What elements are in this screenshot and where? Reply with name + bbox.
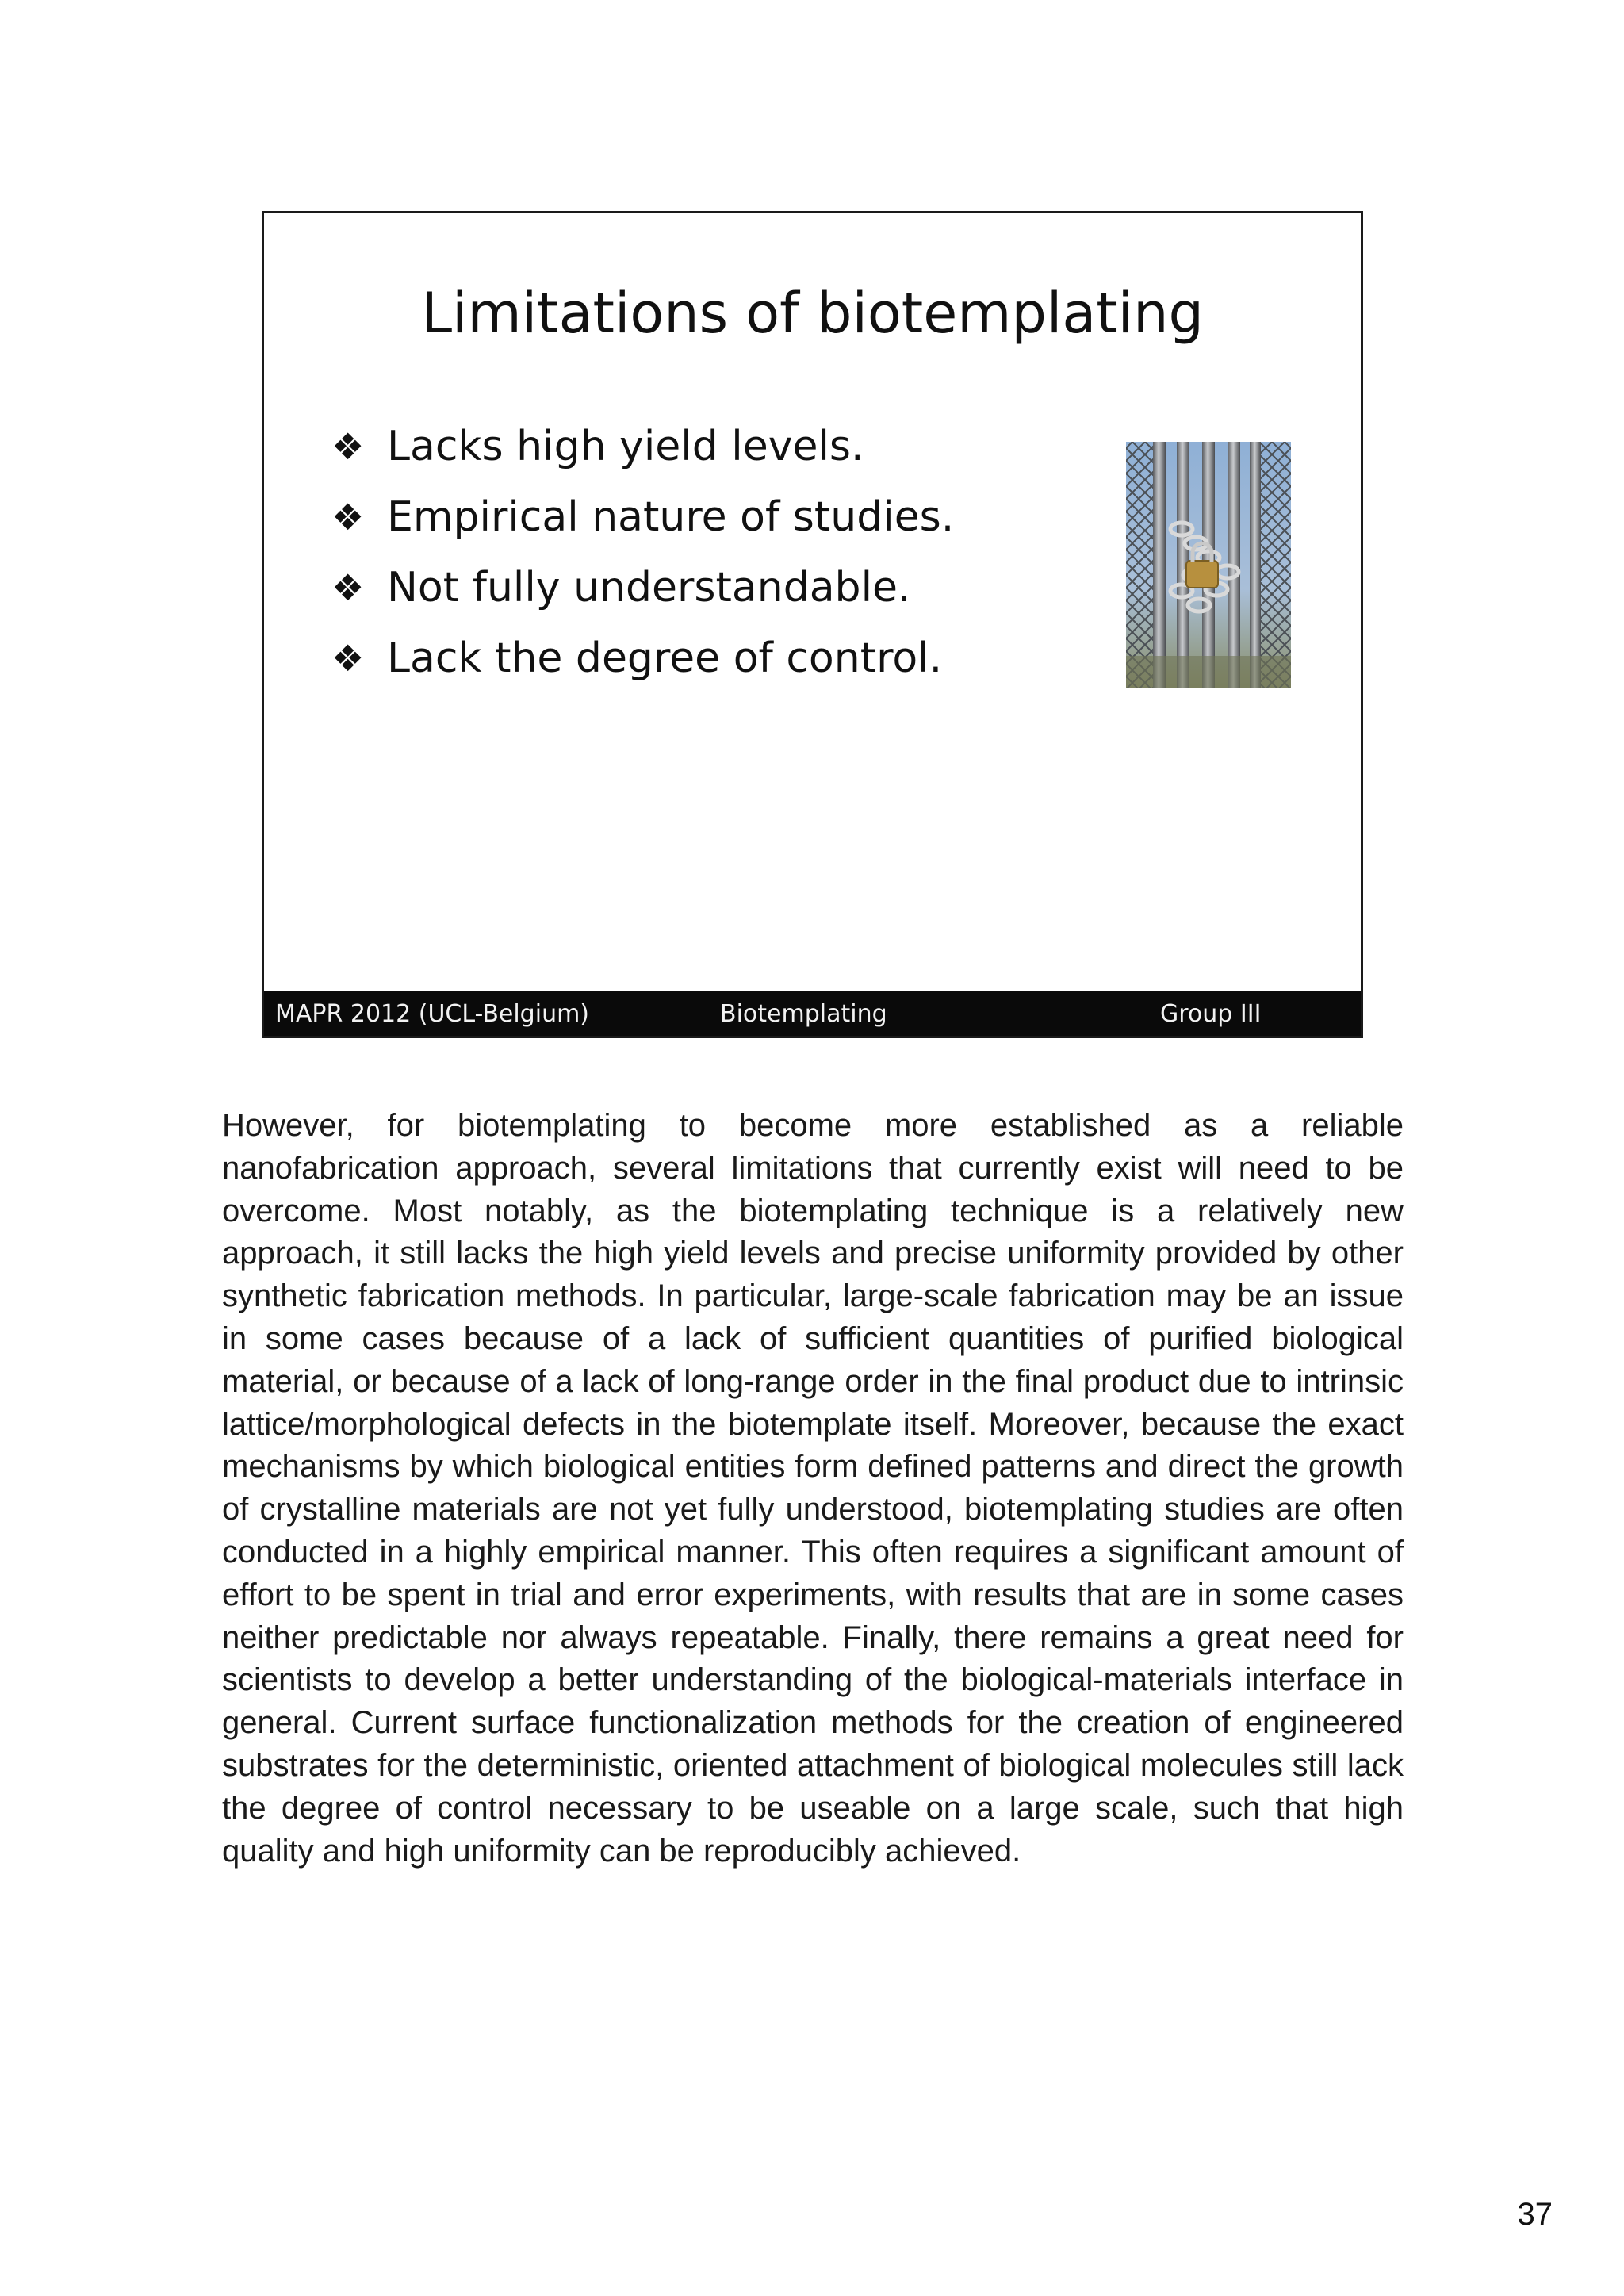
- footer-course: MAPR 2012 (UCL-Belgium): [275, 999, 590, 1028]
- slide-bullet-list: [331, 412, 954, 694]
- diamond-bullet-icon: ❖: [331, 425, 365, 468]
- footer-group: Group III: [1160, 999, 1262, 1028]
- diamond-bullet-icon: ❖: [331, 637, 365, 680]
- slide-bullet-text: Lack the degree of control.: [387, 634, 943, 682]
- page-number: 37: [1517, 2197, 1553, 2232]
- slide-bullet: [331, 412, 954, 482]
- padlocked-gate-photo: [1126, 442, 1291, 688]
- slide-bullet: [331, 553, 954, 623]
- diamond-bullet-icon: ❖: [331, 496, 365, 539]
- slide-title: Limitations of biotemplating: [421, 281, 1204, 346]
- slide-bullet: [331, 623, 954, 694]
- slide-bullet-text: Lacks high yield levels.: [387, 423, 864, 470]
- body-paragraph: However, for biotemplating to become more established as a reliable nanofabrication approach, several limitations that currently exist will need to be overcome. Most notably, as the biotemplating technique is a relatively new approach, it still lacks the high yield levels and precise uniformity provided by other synthetic fabrication methods. In particular, large-scale fabrication may be an issue in some cases because of a lack of sufficient quantities of purified biological material, or because of a lack of long-range order in the final product due to intrinsic lattice/morphological defects in the biotemplate itself. Moreover, because the exact mechanisms by which biological entities form defined patterns and direct the growth of crystalline materials are not yet fully understood, biotemplating studies are often conducted in a highly empirical manner. This often requires a significant amount of effort to be spent in trial and error experiments, with results that are in some cases neither predictable nor always repeatable. Finally, there remains a great need for scientists to develop a better understanding of the biological-materials interface in general. Current surface functionalization methods for the creation of engineered substrates for the deterministic, oriented attachment of biological molecules still lack the degree of control necessary to be useable on a large scale, such that high quality and high uniformity can be reproducibly achieved.: [222, 1108, 1404, 1869]
- slide-bullet-text: Empirical nature of studies.: [387, 493, 955, 541]
- slide-bullet-text: Not fully understandable.: [387, 564, 911, 611]
- slide-footer: [264, 991, 1361, 1036]
- diamond-bullet-icon: ❖: [331, 566, 365, 609]
- footer-topic: Biotemplating: [720, 999, 887, 1028]
- slide-frame: [262, 211, 1363, 1038]
- slide-bullet: [331, 482, 954, 553]
